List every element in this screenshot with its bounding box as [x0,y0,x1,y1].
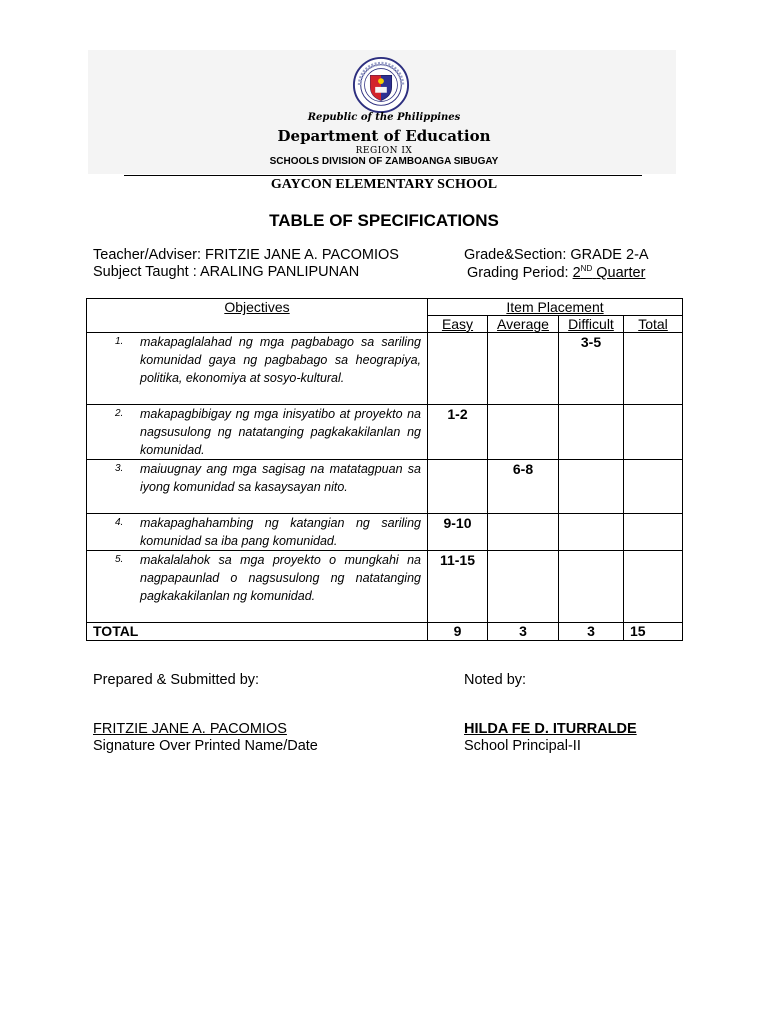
difficult-cell [559,551,624,623]
teacher-name: FRITZIE JANE A. PACOMIOS [205,247,399,263]
total-overall: 15 [624,623,683,641]
subject-name: ARALING PANLIPUNAN [199,264,360,280]
difficult-cell [559,460,624,514]
school-name: GAYCON ELEMENTARY SCHOOL [270,177,498,192]
average-cell [488,551,559,623]
total-cell [624,460,683,514]
period-number: 2 [572,264,581,281]
objective-text: makapaglalahad ng mga pagbabago sa sariling komunidad gaya ng pagbabago sa heograpiya, politika, ekonomiya at sosyo-kultural. [140,335,421,385]
objective-cell [87,551,428,623]
period-label: Grading Period: [467,264,569,281]
preparer-caption: Signature Over Printed Name/Date [93,738,318,754]
total-cell [624,405,683,460]
objective-text: makapaghahambing ng katangian ng sariling komunidad sa iba pang komunidad. [140,516,421,548]
easy-cell: 11-15 [428,551,488,623]
subject-label: Subject Taught : [93,264,197,280]
total-label: TOTAL [87,623,428,641]
header-divider [124,175,642,176]
grade-label: Grade&Section: [464,247,567,263]
total-cell [624,551,683,623]
region-line: REGION IX [355,146,413,156]
total-difficult: 3 [559,623,624,641]
teacher-label: Teacher/Adviser: [93,247,201,263]
total-average: 3 [488,623,559,641]
average-header: Average [488,316,559,333]
easy-cell [428,333,488,405]
division-line: SCHOOLS DIVISION OF ZAMBOANGA SIBUGAY [269,156,499,167]
total-cell [624,333,683,405]
grade-info [464,247,649,263]
average-cell [488,333,559,405]
specifications-table [86,298,683,641]
objective-number: 3. [115,463,124,474]
average-cell [488,405,559,460]
prepared-label: Prepared & Submitted by: [93,672,260,688]
objective-text: maiuugnay ang mga sagisag na matatagpuan sa iyong komunidad sa kasaysayan nito. [140,462,421,494]
republic-line: Republic of the Philippines [307,112,461,123]
period-suffix: ND [580,264,593,273]
easy-cell [428,460,488,514]
difficult-header: Difficult [559,316,624,333]
easy-header: Easy [428,316,488,333]
subject-info [93,264,359,280]
principal-title: School Principal-II [464,738,581,754]
deped-seal-logo [352,56,410,114]
noted-label: Noted by: [464,672,527,688]
period-info [467,264,645,281]
total-row [87,623,683,641]
objective-number: 2. [115,408,124,419]
easy-cell: 9-10 [428,514,488,551]
department-name: Department of Education [277,127,491,145]
grading-period [573,265,646,281]
difficult-cell: 3-5 [559,333,624,405]
total-easy: 9 [428,623,488,641]
total-cell [624,514,683,551]
objective-text: makalalahok sa mga proyekto o mungkahi na nagpapaunlad o nagsusulong ng natatanging pagkakakilanlan ng komunidad. [140,553,421,603]
total-header: Total [624,316,683,333]
easy-cell: 1-2 [428,405,488,460]
objective-number: 5. [115,554,124,565]
objective-cell [87,333,428,405]
item-placement-header: Item Placement [428,299,683,316]
objective-cell [87,460,428,514]
objective-text: makapagbibigay ng mga inisyatibo at proyekto na nagsusulong ng natatanging pagkakakilanlan ng komunidad. [140,407,421,457]
table-row [87,460,683,514]
table-row [87,514,683,551]
objective-number: 1. [115,336,124,347]
table-row [87,551,683,623]
table-header-row [87,299,683,316]
objectives-header: Objectives [87,299,428,333]
average-cell: 6-8 [488,460,559,514]
objective-cell [87,514,428,551]
average-cell [488,514,559,551]
objective-cell [87,405,428,460]
objective-number: 4. [115,517,124,528]
grade-section: GRADE 2-A [570,247,649,263]
preparer-name: FRITZIE JANE A. PACOMIOS [93,721,287,737]
principal-name: HILDA FE D. ITURRALDE [464,721,637,737]
table-row [87,405,683,460]
difficult-cell [559,514,624,551]
teacher-info [93,247,399,263]
document-title: TABLE OF SPECIFICATIONS [269,211,499,230]
table-row [87,333,683,405]
period-word: Quarter [596,264,646,281]
difficult-cell [559,405,624,460]
